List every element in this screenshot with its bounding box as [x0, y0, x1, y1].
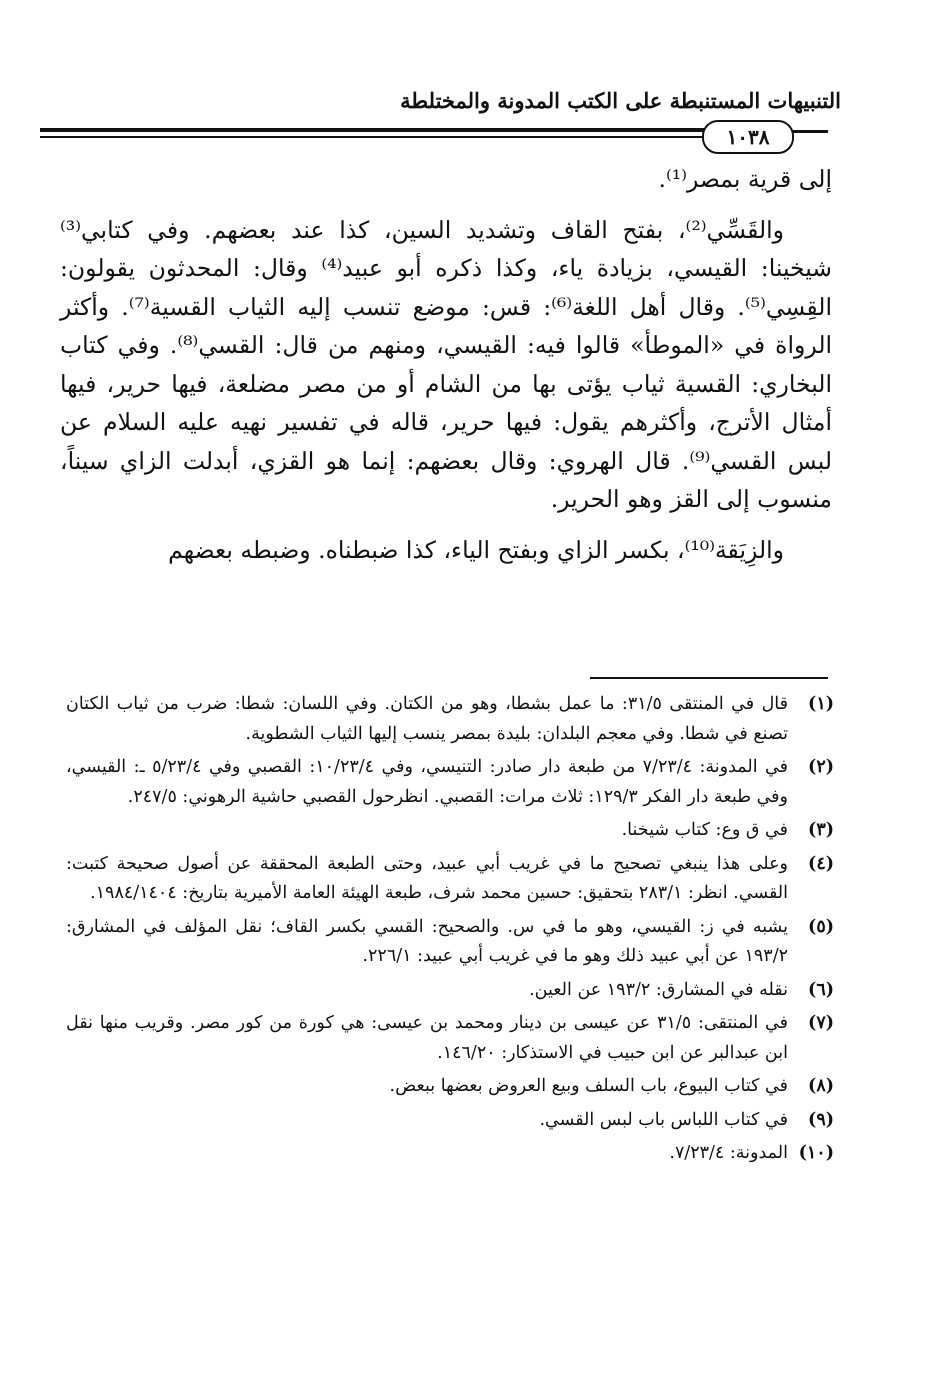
footnote-separator	[590, 677, 828, 679]
footnote-text: في المدونة: ٧/٢٣/٤ من طبعة دار صادر: التنيسي، وفي ١٠/٢٣/٤: القصبي وفي ٥/٢٣/٤ ـ: القيسي، وفي طبعة دار الفكر ١٢٩/٣: ثلاث مرات: القصبي. انظرحول القصبي حاشية الرهوني: ٢٤٧/٥.	[66, 757, 788, 807]
footnote-number: (٣)	[808, 820, 834, 840]
footnote-number: (٥)	[808, 916, 834, 937]
footnote	[66, 753, 834, 812]
paragraph-3: والزِيَقة⁽¹⁰⁾، بكسر الزاي وبفتح الياء، كذا ضبطناه. وضبطه بعضهم	[168, 535, 784, 564]
main-text	[60, 160, 832, 581]
paragraph-2: والقَسِّي⁽²⁾، بفتح القاف وتشديد السين، كذا عند بعضهم. وفي كتابي⁽³⁾ شيخينا: القيسي، بزيادة ياء، وكذا ذكره أبو عبيد⁽⁴⁾ وقال: المحدثون يقولون: القِسِي⁽⁵⁾. وقال أهل اللغة⁽⁶⁾: قس: موضع تنسب إليه الثياب القسية⁽⁷⁾. وأكثر الرواة في «الموطأ» قالوا فيه: القيسي، ومنهم من قال: القسي⁽⁸⁾. وفي كتاب البخاري: القسية ثياب يؤتى بها من الشام أو من مصر مضلعة، فيها حرير، فيها أمثال الأترج، وأكثرهم يقول: فيها حرير، قاله في تفسير نهيه عليه السلام عن لبس القسي⁽⁹⁾. قال الهروي: وقال بعضهم: إنما هو القزي، أبدلت الزاي سيناً، منسوب إلى القز وهو الحرير.	[60, 215, 833, 513]
footnote	[66, 690, 834, 749]
footnotes	[66, 690, 834, 1173]
footnote-number: (٩)	[808, 1109, 834, 1130]
footnote-number: (١)	[808, 694, 834, 714]
running-title: التنبيهات المستنبطة على الكتب المدونة والمختلطة	[400, 88, 841, 113]
footnote-text: في ق وع: كتاب شيخنا.	[621, 820, 788, 840]
footnote-number: (٧)	[808, 1013, 834, 1033]
footnote	[66, 913, 834, 972]
footnote	[66, 816, 834, 846]
header-rule-right	[790, 130, 828, 133]
footnote	[66, 1009, 834, 1068]
footnote-number: (٨)	[808, 1076, 834, 1096]
footnote-number: (٢)	[808, 757, 834, 777]
footnote-number: (٦)	[808, 979, 834, 1000]
header-rule-thin	[40, 136, 710, 138]
footnote-text: في كتاب البيوع، باب السلف وبيع العروض بعضها ببعض.	[389, 1076, 788, 1096]
paragraph-1: إلى قرية بمصر⁽¹⁾.	[658, 165, 832, 193]
page-number: ١٠٣٨	[702, 120, 794, 154]
footnote-number: (١٠)	[798, 1143, 834, 1163]
footnote-text: في المنتقى: ٣١/٥ عن عيسى بن دينار ومحمد بن عيسى: هي كورة من كور مصر. وقريب منها نقل ابن عبدالبر عن ابن حبيب في الاستذكار: ١٤٦/٢٠.	[66, 1013, 788, 1063]
footnote	[66, 1139, 834, 1169]
footnote	[66, 1106, 834, 1136]
footnote-text: يشبه في ز: القيسي، وهو ما في س. والصحيح: القسي بكسر القاف؛ نقل المؤلف في المشارق: ١٩٣/٢ عن أبي عبيد ذلك وهو ما في غريب أبي عبيد: ٢٢٦/١.	[66, 916, 788, 966]
footnote-text: المدونة: ٧/٢٣/٤.	[669, 1143, 788, 1163]
header-rule-thick	[40, 128, 710, 132]
footnote	[66, 850, 834, 909]
footnote-text: وعلى هذا ينبغي تصحيح ما في غريب أبي عبيد، وحتى الطبعة المحققة عن أصول صحيحة كتبت: القسي. انظر: ٢٨٣/١ بتحقيق: حسين محمد شرف، طبعة الهيئة العامة الأميرية بتاريخ: ١٩٨٤/١٤٠٤.	[66, 853, 788, 903]
footnote-number: (٤)	[808, 853, 834, 874]
footnote-text: قال في المنتقى ٣١/٥: ما عمل بشطا، وهو من الكتان. وفي اللسان: شطا: ضرب من ثياب الكتان تصنع في شطا. وفي معجم البلدان: بليدة بمصر ينسب إليها الثياب الشطوية.	[66, 694, 788, 744]
footnote-text: في كتاب اللباس باب لبس القسي.	[539, 1109, 788, 1130]
footnote	[66, 976, 834, 1006]
footnote	[66, 1072, 834, 1102]
footnote-text: نقله في المشارق: ١٩٣/٢ عن العين.	[529, 979, 788, 1000]
